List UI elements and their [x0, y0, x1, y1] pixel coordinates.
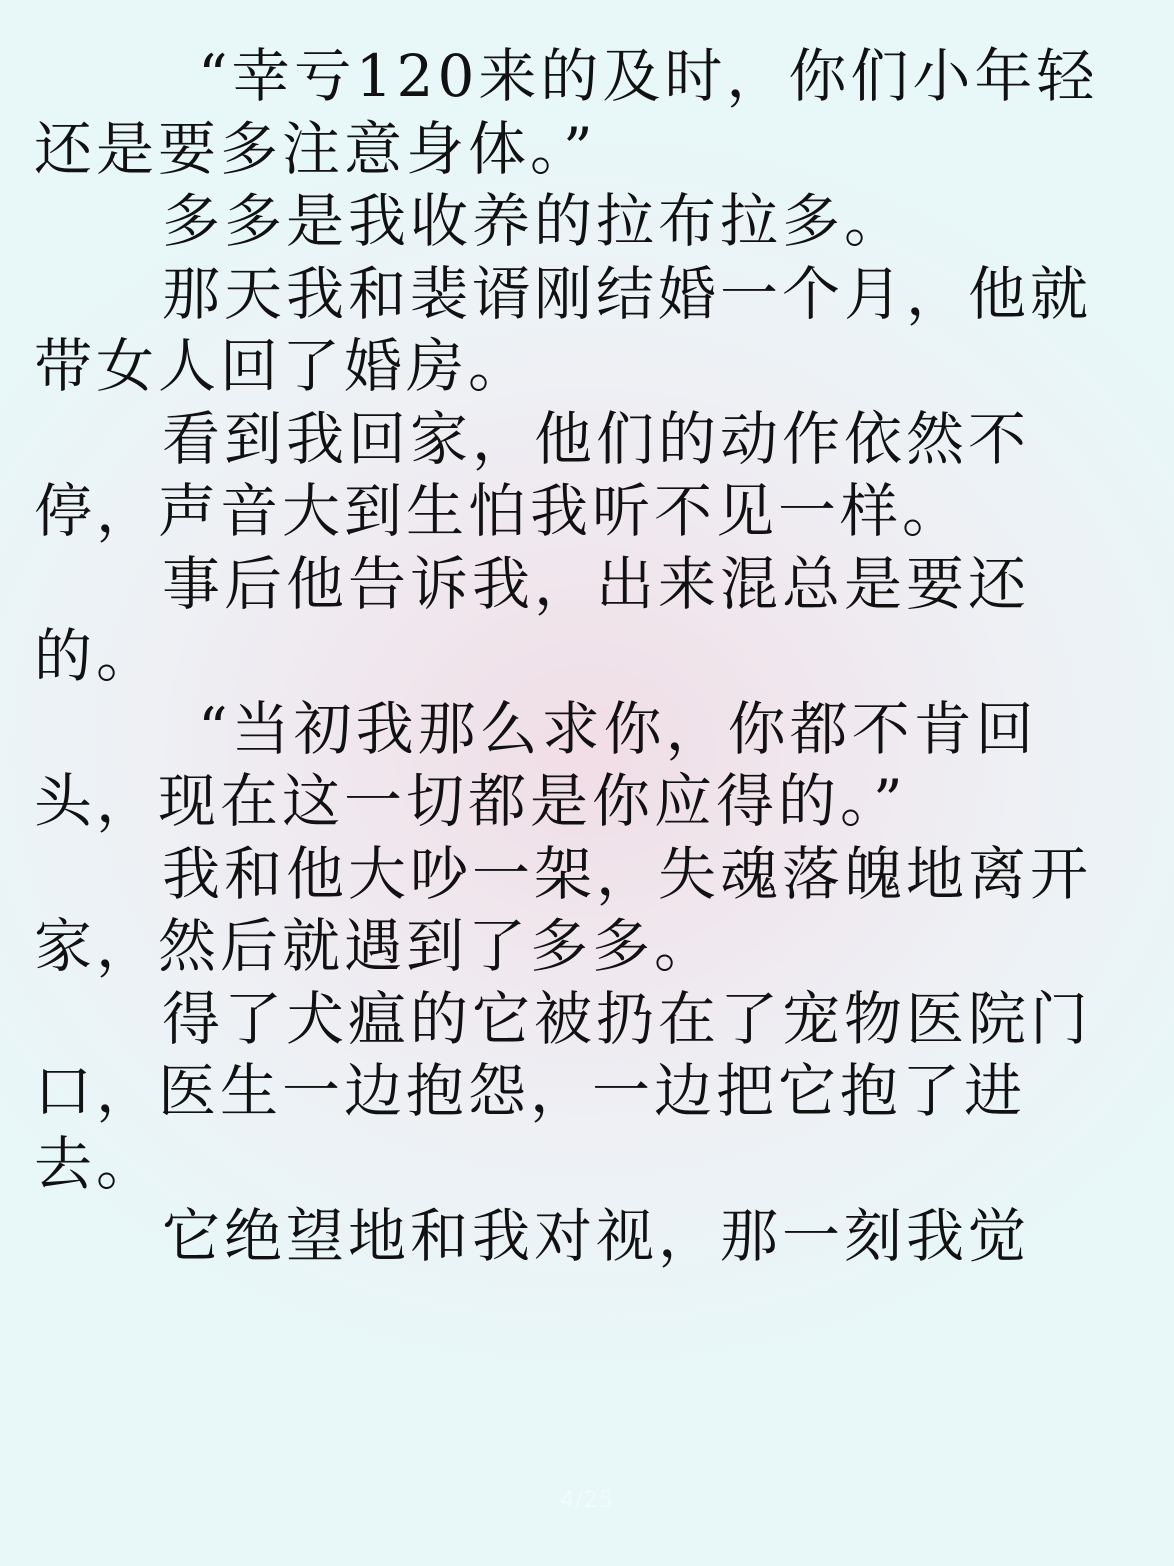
paragraph-8: 得了犬瘟的它被扔在了宠物医院门口，医生一边抱怨，一边把它抱了进去。: [34, 984, 1093, 1198]
story-text: [34, 40, 1114, 1273]
paragraph-9: 它绝望地和我对视，那一刻我觉: [162, 1202, 1031, 1270]
paragraph-dialogue-2: “当初我那么求你，你都不肯回头，现在这一切都是你应得的。”: [34, 694, 1038, 835]
paragraph-3: 那天我和裴谞刚结婚一个月，他就带女人回了婚房。: [34, 259, 1093, 400]
paragraph-4: 看到我回家，他们的动作依然不停，声音大到生怕我听不见一样。: [34, 404, 1031, 545]
page-indicator: 4/25: [560, 1488, 614, 1513]
paragraph-2: 多多是我收养的拉布拉多。: [162, 187, 907, 255]
paragraph-5: 事后他告诉我，出来混总是要还的。: [34, 549, 1031, 690]
paragraph-dialogue-1: “幸亏120来的及时，你们小年轻还是要多注意身体。”: [34, 42, 1099, 183]
paragraph-7: 我和他大吵一架，失魂落魄地离开家，然后就遇到了多多。: [34, 839, 1093, 980]
